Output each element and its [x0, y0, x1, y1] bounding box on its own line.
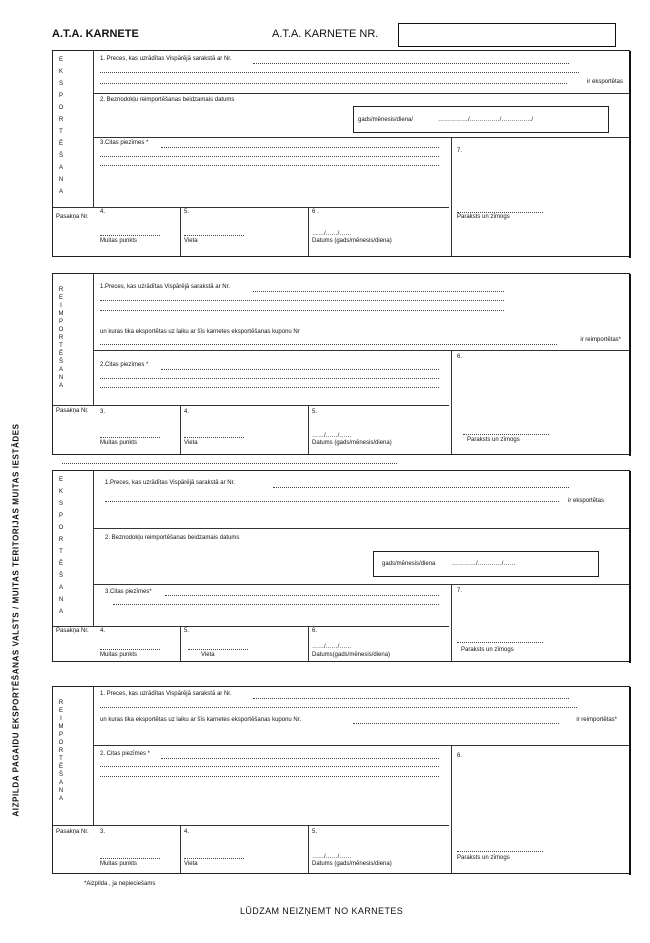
- date-label: Datums(gads/mēnesis/diena): [312, 652, 391, 658]
- field-1-label: 1.Preces, kas uzrādītas Vispārējā sarakstā ar Nr.: [100, 284, 230, 290]
- date-label: Datums (gads/mēnesis/diena): [312, 861, 392, 867]
- field-1b-label: un kuras tika eksportētas uz laiku ar šīs karnetes eksportēšanas kuponu Nr.: [100, 717, 302, 723]
- place-label: Vieta: [184, 440, 198, 446]
- field-2-label: 2.Citas piezīmes *: [100, 362, 149, 368]
- side-vertical-text: AIZPILDA PAGAIDU EKSPORTĒŠANAS VALSTS / MUITAS TERITORIJAS MUITAS IESTĀDES: [11, 423, 21, 817]
- export-section-1: E K S P O R T Ē Š A N A 1. Preces, kas uzrādītas Vispārējā sarakstā ar Nr. ir eksportētas 2. Beznodokļu reimportēšanas beidzamais datums gads/mēnesis/diena/ ……………/……………/……………/ 3.Citas piezīmes * 7. Pasakņa Nr. 4. 5. 6 . ……/……/…… Muitas punkts Vieta Datums (gads/mēnesis/diena) Paraksts un zīmogs: [52, 50, 630, 257]
- field-6-label: 6.: [457, 753, 463, 759]
- place-label: Vieta: [184, 238, 198, 244]
- footnote: *Aizpilda , ja nepieciešams: [84, 881, 156, 887]
- export-section-2: E K S P O R T Ē Š A N A 1.Preces, kas uzrādītas Vispārējā sarakstā ar Nr. ir eksportētas 2. Beznodokļu reimportēšanas beidzamais datums gads/mēnesis/diena …………/…………/…… 3.Citas piezīmes* 7. Pasakņa Nr. 4. 5. 6. ……/……/…… Muitas punkts Vieta Datums(gads/mēnesis/diena) Paraksts un zīmogs: [52, 470, 630, 662]
- customs-point-label: Muitas punkts: [100, 238, 138, 244]
- place-label: Vieta: [184, 861, 198, 867]
- date-box[interactable]: gads/mēnesis/diena/ ……………/……………/……………/: [353, 106, 609, 133]
- page-title: A.T.A. KARNETE: [52, 28, 139, 40]
- footer-notice: LŪDZAM NEIZŅEMT NO KARNETES: [240, 906, 404, 916]
- signature-label: Paraksts un zīmogs: [461, 647, 514, 653]
- field-2-label: 2. Beznodokļu reimportēšanas beidzamais datums: [105, 535, 240, 541]
- field-2-label: 2. Citas piezīmes *: [100, 751, 151, 757]
- customs-point-label: Muitas punkts: [100, 652, 138, 658]
- customs-point-label: Muitas punkts: [100, 440, 138, 446]
- field-1-end: ir reimportētas*: [576, 717, 617, 723]
- field-3-label: 3.Citas piezīmes *: [100, 140, 149, 146]
- carnet-number-field[interactable]: [398, 23, 616, 47]
- date-box[interactable]: gads/mēnesis/diena …………/…………/……: [373, 551, 599, 577]
- field-6-label: 6.: [457, 354, 463, 360]
- field-2-label: 2. Beznodokļu reimportēšanas beidzamais datums: [100, 97, 235, 103]
- field-3-label: 3.Citas piezīmes*: [105, 589, 152, 595]
- pasakna-label: Pasakņa Nr.: [56, 214, 89, 220]
- carnet-number-label: A.T.A. KARNETE NR.: [272, 28, 379, 40]
- signature-label: Paraksts un zīmogs: [467, 437, 520, 443]
- reimport-section-1: R E I M P O R T Ē Š A N A 1.Preces, kas uzrādītas Vispārējā sarakstā ar Nr. un kuras tika eksportētas uz laiku ar šīs karnetes eksportēšanas kuponu Nr ir reimportētas* 2.Citas piezīmes * 6. Pasakņa Nr. 3. 4. 5. ……/……/…… Muitas punkts Vieta Datums (gads/mēnesis/diena) Paraksts un zīmogs: [52, 273, 630, 455]
- signature-label: Paraksts un zīmogs: [457, 855, 510, 861]
- pasakna-label: Pasakņa Nr.: [56, 408, 89, 414]
- field-7-label: 7.: [457, 588, 463, 594]
- reimport-section-2: R E I M P O R T Ē Š A N A 1. Preces, kas uzrādītas Vispārējā sarakstā ar Nr. un kuras tika eksportētas uz laiku ar šīs karnetes eksportēšanas kuponu Nr. ir reimportētas* 2. Citas piezīmes * 6. Pasakņa Nr. 3. 4. 5. ……/……/…… Muitas punkts Vieta Datums (gads/mēnesis/diena) Paraksts un zīmogs: [52, 686, 630, 874]
- signature-label: Paraksts un zīmogs: [457, 214, 510, 220]
- field-1-end: ir eksportētas: [586, 79, 623, 85]
- date-label: Datums (gads/mēnesis/diena): [312, 238, 392, 244]
- pasakna-label: Pasakņa Nr.: [56, 829, 89, 835]
- date-label: Datums (gads/mēnesis/diena): [312, 440, 392, 446]
- customs-point-label: Muitas punkts: [100, 861, 138, 867]
- field-1-label: 1.Preces, kas uzrādītas Vispārējā sarakstā ar Nr.: [105, 480, 235, 486]
- field-7-label: 7.: [457, 148, 463, 154]
- place-label: Vieta: [201, 652, 215, 658]
- field-1-label: 1. Preces, kas uzrādītas Vispārējā sarakstā ar Nr.: [100, 691, 232, 697]
- field-1-end: ir reimportētas*: [580, 337, 621, 343]
- field-1-label: 1. Preces, kas uzrādītas Vispārējā sarakstā ar Nr.: [100, 56, 232, 62]
- pasakna-label: Pasakņa Nr.: [56, 628, 89, 634]
- field-1-end: ir eksportētas: [567, 498, 604, 504]
- field-1b-label: un kuras tika eksportētas uz laiku ar šīs karnetes eksportēšanas kuponu Nr: [100, 329, 300, 335]
